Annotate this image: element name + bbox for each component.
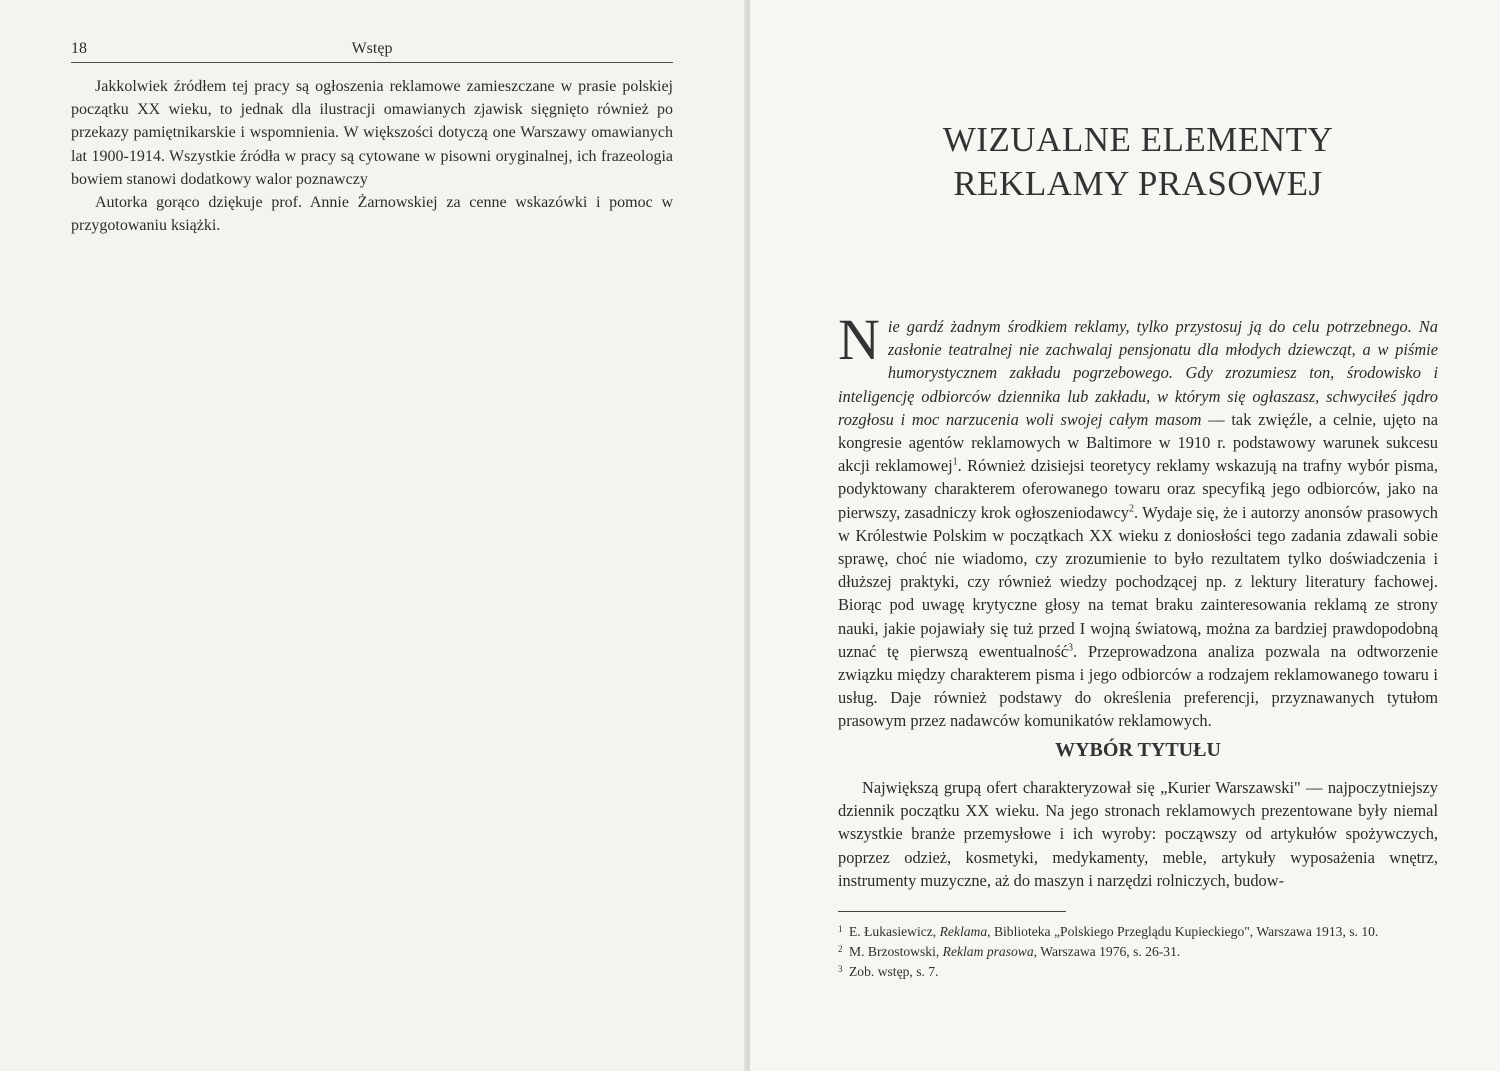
footnote-number: 1 (838, 924, 843, 934)
chapter-title-line-1: WIZUALNE ELEMENTY (942, 120, 1334, 159)
section-paragraph: Największą grupą ofert charakteryzował się „Kurier Warszawski" — najpoczytniejszy dziennik początku XX wieku. Na jego stronach reklamowych prezentowane były niemal wszystkie branże przemysłowe i ich wyroby: począwszy od artykułów spożywczych, poprzez odzież, kosmetyki, medykamenty, meble, artykuły wyposażenia wnętrz, instrumenty muzyczne, aż do maszyn i narzędzi rolniczych, budow- (838, 778, 1438, 890)
footnote-ref-1: 1 (952, 456, 958, 468)
footnote-text: M. Brzostowski, (849, 944, 943, 959)
footnote-text: E. Łukasiewicz, (849, 924, 940, 939)
text-segment-2: . Również dzisiejsi teoretycy reklamy wskazują na trafny wybór pisma, podyktowany charakterem oferowanego towaru oraz specyfiką jego odbiorców, jako na pierwszy, zasadniczy krok ogłoszeniodawcy (838, 456, 1438, 522)
left-page (0, 0, 748, 1071)
opening-quote: ie gardź żadnym środkiem reklamy, tylko przystosuj ją do celu potrzebnego. Na zasłonie teatralnej nie zachwalaj pensjonatu dla młodych dziewcząt, a w piśmie humorystycznem zakładu pogrzebowego. Gdy zrozumiesz ton, środowisko i inteligencję odbiorców dziennika lub zakładu, w którym się ogłaszasz, schwyciłeś jądro rozgłosu i moc narzucenia woli swojej całym masom (838, 317, 1438, 429)
footnote-number: 2 (838, 944, 843, 954)
section-body-text (838, 776, 1438, 892)
footnotes (838, 922, 1448, 982)
footnote-text: , Biblioteka „Polskiego Przeglądu Kupieckiego", Warszawa 1913, s. 10. (987, 924, 1379, 939)
footnote-text: Zob. wstęp, s. 7. (849, 964, 939, 979)
chapter-body-text (838, 307, 1439, 733)
left-body-text (71, 75, 673, 237)
footnote-ref-2: 2 (1128, 503, 1134, 515)
chapter-title (838, 118, 1438, 206)
text-segment-1: — tak zwięźle, a celnie, ujęto na kongresie agentów reklamowych w Baltimore w 1910 r. podstawowy warunek sukcesu akcji reklamowej (838, 409, 1438, 476)
footnote (838, 942, 1448, 962)
running-title: Wstęp (351, 40, 393, 57)
opening-paragraph (838, 307, 1439, 733)
footnote (838, 922, 1448, 942)
footnote-divider (838, 911, 1066, 912)
page-number: 18 (71, 40, 87, 57)
running-head (71, 40, 673, 63)
footnote-title: Reklam prasowa (942, 944, 1034, 959)
footnote (838, 962, 1448, 982)
drop-cap: N (838, 307, 880, 372)
footnote-ref-3: 3 (1068, 642, 1074, 654)
chapter-title-line-2: REKLAMY PRASOWEJ (953, 164, 1323, 203)
footnote-number: 3 (838, 964, 843, 974)
footnote-text: , Warszawa 1976, s. 26-31. (1033, 944, 1181, 959)
text-segment-4: . Przeprowadzona analiza pozwala na odtworzenie związku między charakterem pisma i jego odbiorców a rodzajem reklamowanego towaru i usług. Daje również podstawy do określenia preferencji, przyznawanych tytułom prasowym przez nadawców komunikatów reklamowych. (838, 641, 1439, 731)
left-paragraph-2: Autorka gorąco dziękuje prof. Annie Żarnowskiej za cenne wskazówki i pomoc w przygotowaniu książki. (71, 194, 673, 235)
text-segment-3: . Wydaje się, że i autorzy anonsów prasowych w Królestwie Polskim w początkach XX wieku z doniosłości tego zadania zdawali sobie sprawę, choć nie wiadomo, czy zrozumienie to było rezultatem tylko doświadczenia i dłuższej praktyki, czy również wiedzy pochodzącej np. z lektury literatury fachowej. Biorąc pod uwagę krytyczne głosy na temat braku zainteresowania reklamą ze strony nauki, jakie pojawiały się tuż przed I wojną światową, można za bardziej prawdopodobną uznać tę pierwszą ewentualność (838, 502, 1438, 661)
left-paragraph-1: Jakkolwiek źródłem tej pracy są ogłoszenia reklamowe zamieszczane w prasie polskiej początku XX wieku, to jednak dla ilustracji omawianych zjawisk sięgnięto również po przekazy pamiętnikarskie i wspomnienia. W większości dotyczą one Warszawy omawianych lat 1900-1914. Wszystkie źródła w pracy są cytowane w pisowni oryginalnej, ich frazeologia bowiem stanowi dodatkowy walor poznawczy (71, 78, 673, 188)
section-title: WYBÓR TYTUŁU (1055, 739, 1221, 761)
footnote-title: Reklama (939, 924, 988, 939)
